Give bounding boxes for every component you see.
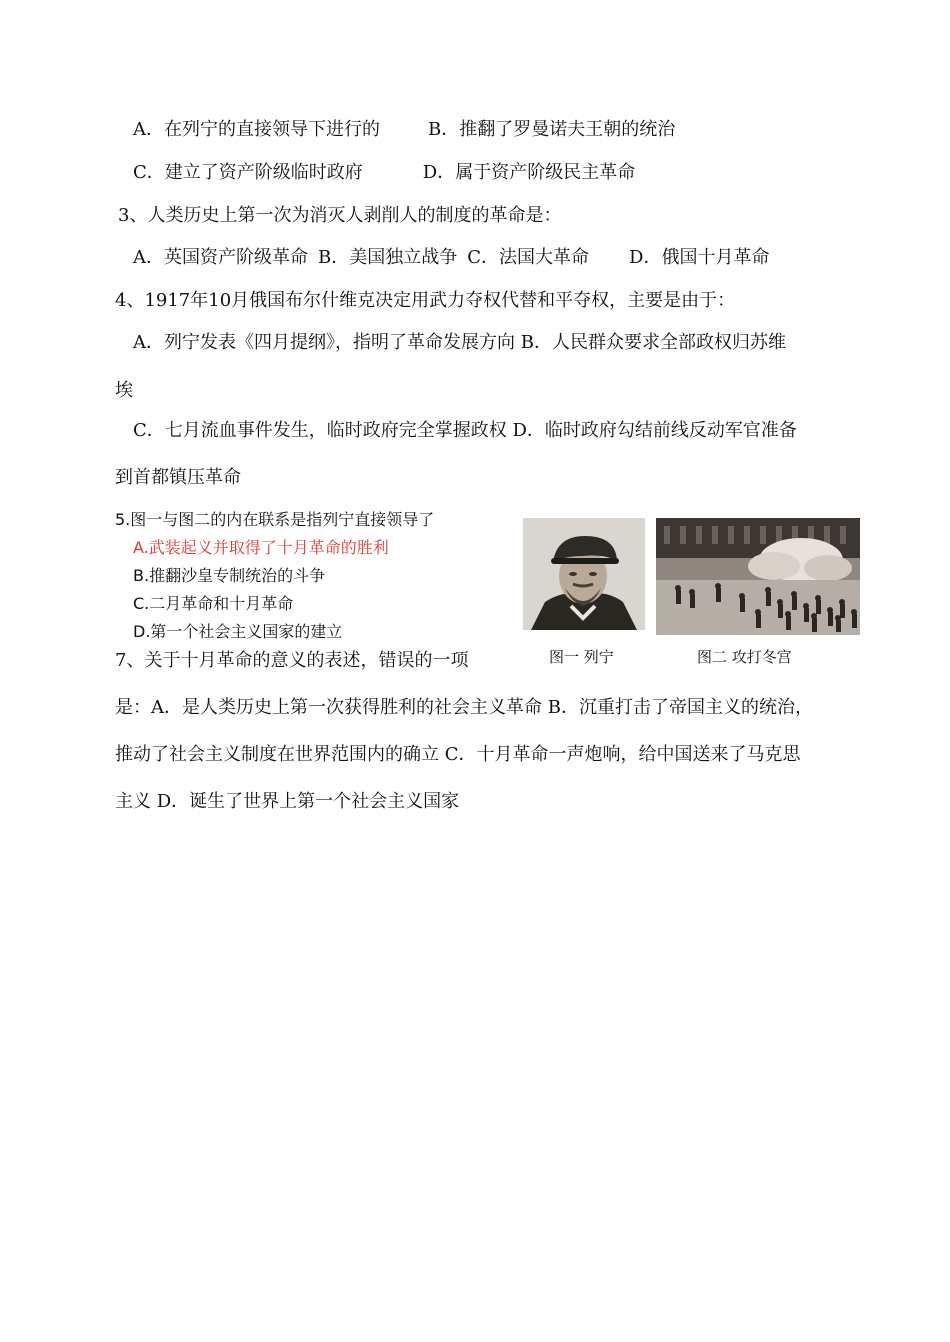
q3-option-c: C．法国大革命 [467,247,590,268]
q3-option-d: D．俄国十月革命 [629,247,770,268]
q3-option-a: A．英国资产阶级革命 [133,247,308,268]
q3-stem: 3、人类历史上第一次为消灭人剥削人的制度的革命是： [118,205,562,226]
q7-line3: 推动了社会主义制度在世界范围内的确立 C．十月革命一声炮响，给中国送来了马克思 [115,744,801,765]
q2-row1 [133,119,675,141]
q4-line1: A．列宁发表《四月提纲》，指明了革命发展方向 B．人民群众要求全部政权归苏维 [133,332,786,353]
q2-option-b: B．推翻了罗曼诺夫王朝的统治 [428,119,676,140]
q4-line2: 埃 [115,380,133,401]
q3-option-b: B．美国独立战争 [318,247,458,268]
q5-option-a: A.武装起义并取得了十月革命的胜利 [133,538,389,557]
q3-options [133,247,769,269]
q7-line1: 7、关于十月革命的意义的表述，错误的一项 [115,650,469,671]
q7-line2: 是：A．是人类历史上第一次获得胜利的社会主义革命 B．沉重打击了帝国主义的统治， [115,697,813,718]
q7-line4: 主义 D．诞生了世界上第一个社会主义国家 [115,791,460,812]
q2-option-a: A．在列宁的直接领导下进行的 [133,119,380,140]
q5-option-c: C.二月革命和十月革命 [133,594,294,613]
q2-option-c: C．建立了资产阶级临时政府 [133,162,363,183]
q5-option-d: D.第一个社会主义国家的建立 [133,622,343,641]
figure-1-lenin-photo [523,518,645,630]
figure-1-caption: 图一 列宁 [549,648,614,666]
q4-line4: 到首都镇压革命 [115,467,241,488]
q2-option-d: D．属于资产阶级民主革命 [422,162,636,183]
q4-line3: C．七月流血事件发生，临时政府完全掌握政权 D．临时政府勾结前线反动军官准备 [133,420,797,441]
q4-stem: 4、1917年10月俄国布尔什维克决定用武力夺权代替和平夺权，主要是由于： [115,290,736,311]
q5-option-b: B.推翻沙皇专制统治的斗争 [133,566,326,585]
figure-2-winter-palace-photo [656,518,860,635]
figure-2-caption: 图二 攻打冬宫 [697,648,792,666]
q5-stem: 5.图一与图二的内在联系是指列宁直接领导了 [115,510,435,529]
q2-row2 [133,162,635,184]
